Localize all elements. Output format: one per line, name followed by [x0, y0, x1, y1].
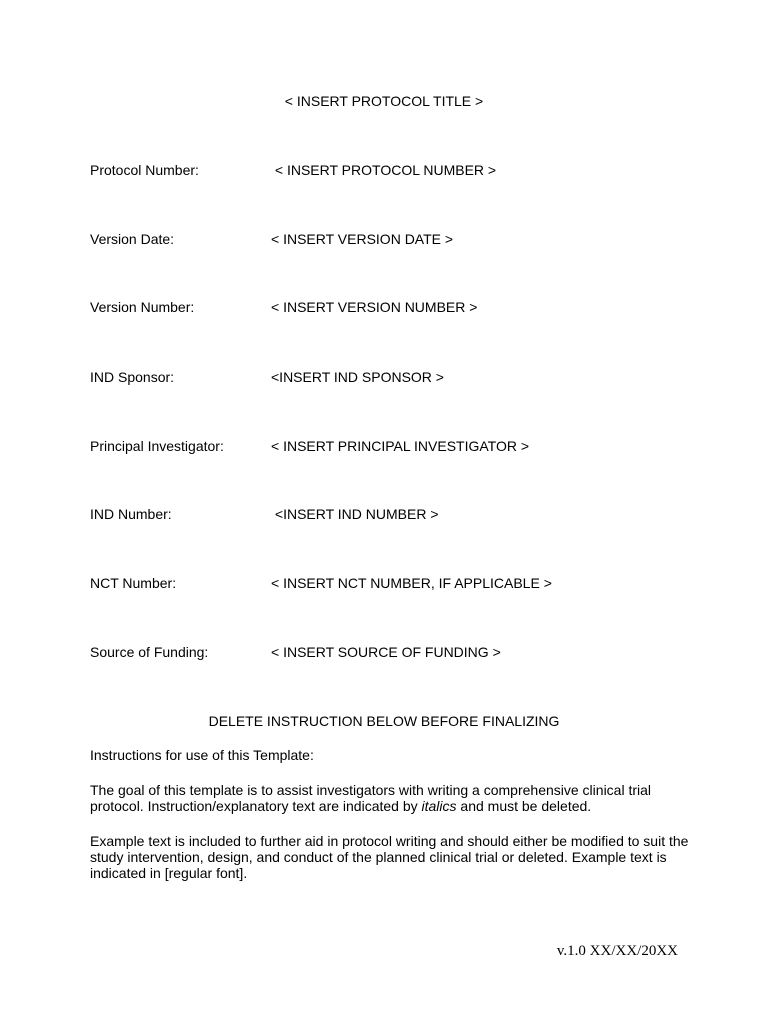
- instruction-paragraph-2: Example text is included to further aid in protocol writing and should either be modified to suit the study intervention, design, and conduct of the planned clinical trial or deleted. Example text is indicated in [regular font].: [90, 833, 689, 881]
- field-version-date: [90, 230, 690, 248]
- field-value: < INSERT PRINCIPAL INVESTIGATOR >: [271, 438, 530, 454]
- field-label: Source of Funding:: [90, 644, 209, 660]
- field-label: Protocol Number:: [90, 162, 199, 178]
- instruction-paragraph-1: [90, 782, 690, 814]
- field-source-of-funding: [90, 643, 690, 661]
- field-value: < INSERT SOURCE OF FUNDING >: [271, 644, 501, 660]
- field-label: Version Date:: [90, 231, 175, 247]
- field-label: IND Sponsor:: [90, 369, 175, 385]
- field-version-number: [90, 298, 690, 316]
- field-value: < INSERT PROTOCOL NUMBER >: [271, 162, 497, 178]
- field-label: NCT Number:: [90, 575, 177, 591]
- field-protocol-number: [90, 161, 690, 179]
- field-label: IND Number:: [90, 506, 172, 522]
- delete-instruction-heading: DELETE INSTRUCTION BELOW BEFORE FINALIZING: [208, 713, 560, 729]
- protocol-title: < INSERT PROTOCOL TITLE >: [284, 93, 484, 109]
- paragraph-text: and must be deleted.: [456, 798, 592, 814]
- field-value: < INSERT VERSION DATE >: [271, 231, 454, 247]
- paragraph-text: The goal of this template is to assist investigators with writing a comprehensive clinical trial protocol. Instruction/explanatory text are indicated by: [90, 782, 652, 814]
- field-label: Version Number:: [90, 299, 195, 315]
- instructions-heading: Instructions for use of this Template:: [90, 747, 314, 763]
- field-value: < INSERT NCT NUMBER, IF APPLICABLE >: [271, 575, 552, 591]
- field-value: <INSERT IND SPONSOR >: [271, 369, 444, 385]
- italic-text: italics: [421, 798, 457, 814]
- field-value: <INSERT IND NUMBER >: [271, 506, 439, 522]
- field-nct-number: [90, 574, 690, 592]
- field-label: Principal Investigator:: [90, 438, 224, 454]
- field-ind-number: [90, 505, 690, 523]
- field-value: < INSERT VERSION NUMBER >: [271, 299, 478, 315]
- field-ind-sponsor: [90, 368, 690, 386]
- field-principal-investigator: [90, 437, 690, 455]
- version-footer: v.1.0 XX/XX/20XX: [556, 943, 678, 959]
